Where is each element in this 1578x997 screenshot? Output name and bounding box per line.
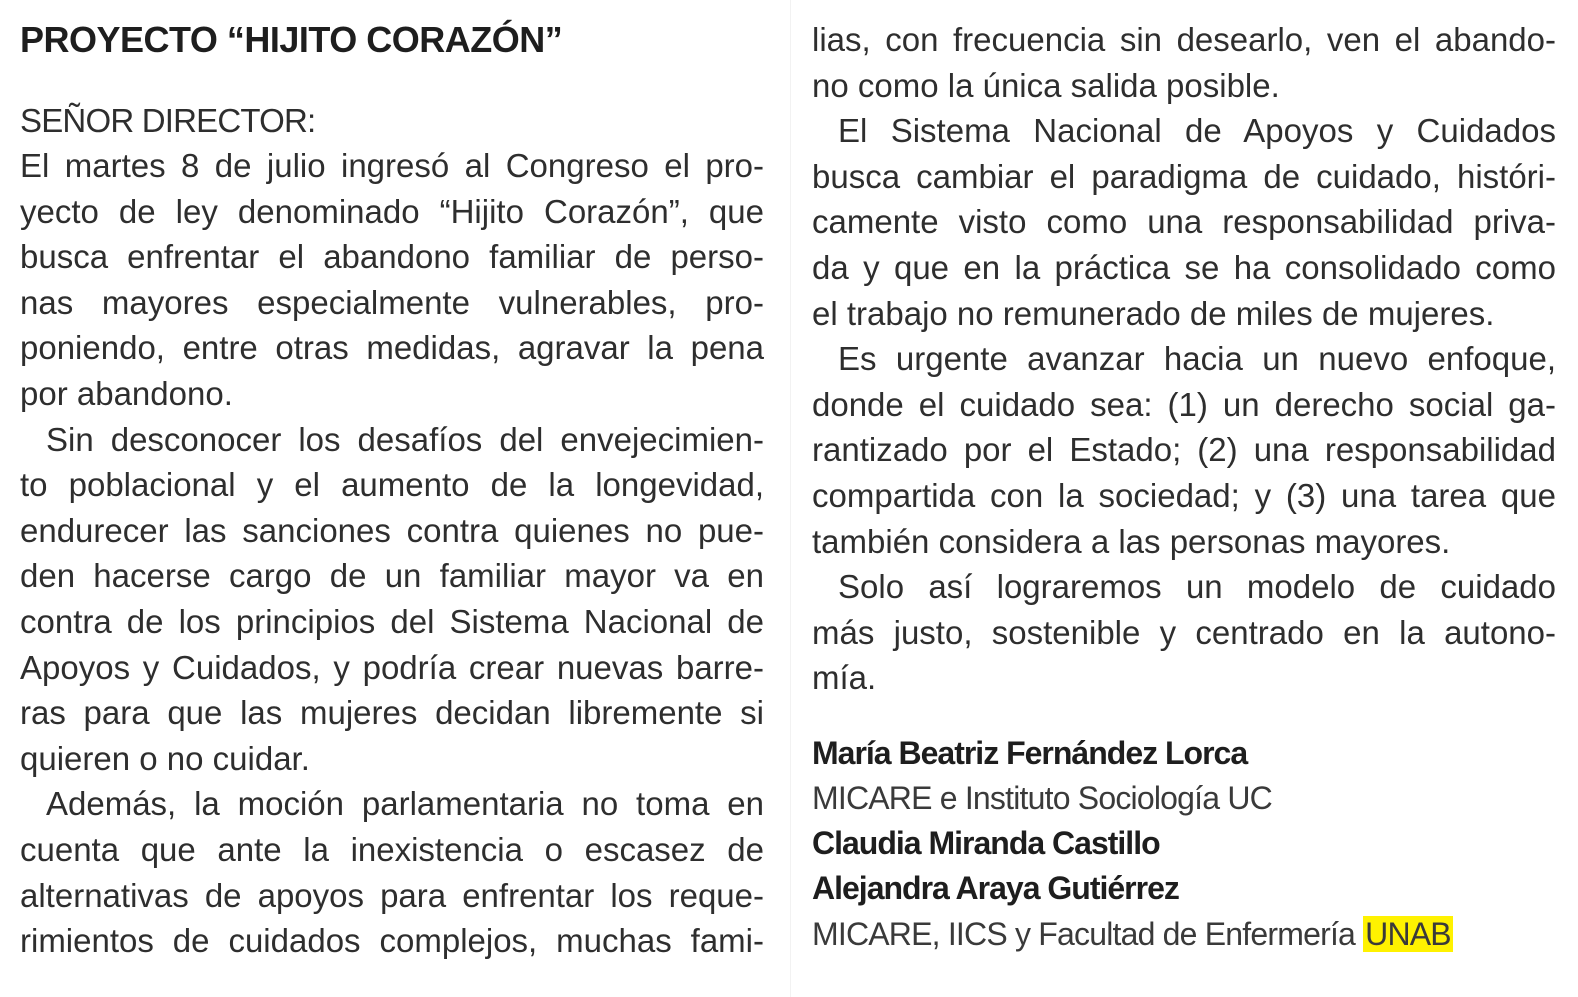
body-text-line: mía. <box>812 659 877 696</box>
letter-salutation: SEÑOR DIRECTOR: <box>20 102 316 139</box>
body-text-line: El Sistema Nacional de Apoyos y Cuidados <box>838 112 1556 149</box>
body-text-line: compartida con la sociedad; y (3) una tarea que <box>812 477 1556 514</box>
body-text-line: Solo así lograremos un modelo de cuidado <box>838 568 1556 605</box>
body-text-line: busca enfrentar el abandono familiar de perso- <box>20 238 764 275</box>
body-text-line: rimientos de cuidados complejos, muchas fami- <box>20 922 764 959</box>
signer-name: Claudia Miranda Castillo <box>812 825 1160 861</box>
body-text-line: contra de los principios del Sistema Nacional de <box>20 603 764 640</box>
body-text-line: to poblacional y el aumento de la longevidad, <box>20 466 764 503</box>
affiliation-text: MICARE, IICS y Facultad de Enfermería <box>812 916 1364 952</box>
body-text-line: quieren o no cuidar. <box>20 740 310 777</box>
body-text-line: nas mayores especialmente vulnerables, pro- <box>20 284 764 321</box>
body-text-line: poniendo, entre otras medidas, agravar la pena <box>20 329 764 366</box>
body-text-line: Sin desconocer los desafíos del envejecimien- <box>46 421 764 458</box>
body-text-line: el trabajo no remunerado de miles de mujeres. <box>812 295 1495 332</box>
body-text-line: más justo, sostenible y centrado en la autono- <box>812 614 1556 651</box>
body-text-line: lias, con frecuencia sin desearlo, ven el abando- <box>812 21 1556 58</box>
body-text-line: da y que en la práctica se ha consolidado como <box>812 249 1556 286</box>
body-text-line: también considera a las personas mayores. <box>812 523 1451 560</box>
body-text-line: camente visto como una responsabilidad priva- <box>812 203 1556 240</box>
body-text-line: yecto de ley denominado “Hijito Corazón”, que <box>20 193 764 230</box>
body-text-line: endurecer las sanciones contra quienes no pue- <box>20 512 764 549</box>
body-text-line: alternativas de apoyos para enfrentar los reque- <box>20 877 764 914</box>
body-text-line: donde el cuidado sea: (1) un derecho social ga- <box>812 386 1556 423</box>
body-text-line: busca cambiar el paradigma de cuidado, históri- <box>812 158 1556 195</box>
highlighted-text: UNAB <box>1365 916 1451 952</box>
body-text-line: rantizado por el Estado; (2) una responsabilidad <box>812 431 1556 468</box>
signer-affiliation <box>812 911 1453 957</box>
column-gutter <box>790 0 791 997</box>
body-text-line: Es urgente avanzar hacia un nuevo enfoque, <box>838 340 1556 377</box>
signer-name: María Beatriz Fernández Lorca <box>812 735 1248 771</box>
signer-affiliation: MICARE e Instituto Sociología UC <box>812 780 1272 816</box>
letter-headline: PROYECTO “HIJITO CORAZÓN” <box>20 19 563 60</box>
body-text-line: Apoyos y Cuidados, y podría crear nuevas barre- <box>20 649 764 686</box>
body-text-line: por abandono. <box>20 375 233 412</box>
body-text-line: no como la única salida posible. <box>812 67 1280 104</box>
body-text-line: Además, la moción parlamentaria no toma en <box>46 785 764 822</box>
signer-name: Alejandra Araya Gutiérrez <box>812 870 1179 906</box>
body-text-line: ras para que las mujeres decidan libremente si <box>20 694 764 731</box>
body-text-line: cuenta que ante la inexistencia o escasez de <box>20 831 764 868</box>
body-text-line: den hacerse cargo de un familiar mayor va en <box>20 557 764 594</box>
body-text-line: El martes 8 de julio ingresó al Congreso el pro- <box>20 147 764 184</box>
